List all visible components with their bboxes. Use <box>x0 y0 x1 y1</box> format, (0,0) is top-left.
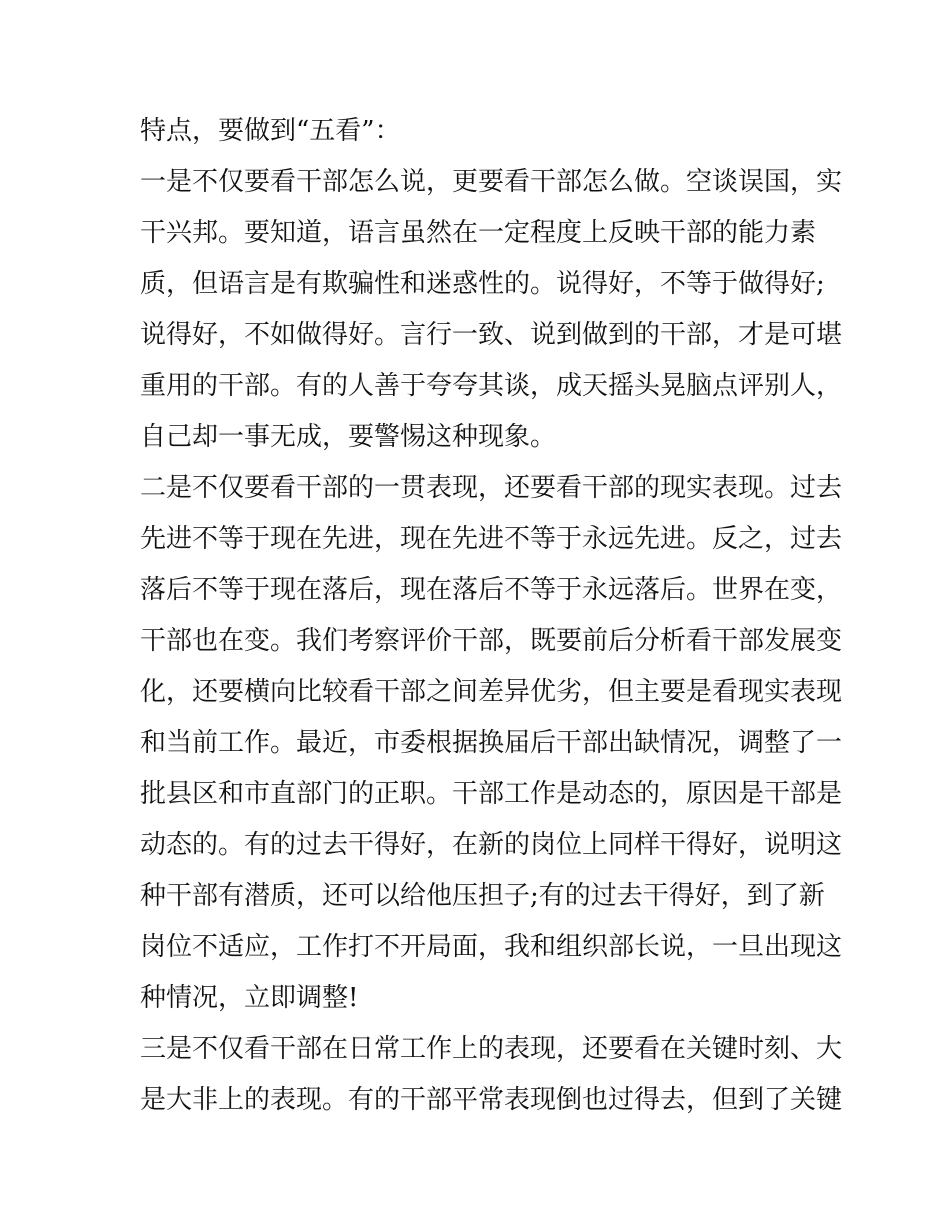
text-line: 质，但语言是有欺骗性和迷惑性的。说得好，不等于做得好; <box>140 269 825 299</box>
text-line: 自己却一事无成，要警惕这种现象。 <box>140 422 557 452</box>
text-line: 种情况，立即调整! <box>140 983 359 1013</box>
text-line: 落后不等于现在落后，现在落后不等于永远落后。世界在变， <box>140 575 843 605</box>
text-line: 二是不仅要看干部的一贯表现，还要看干部的现实表现。过去 <box>140 473 843 503</box>
text-line: 干兴邦。要知道，语言虽然在一定程度上反映干部的能力素 <box>140 218 817 248</box>
text-line: 和当前工作。最近，市委根据换届后干部出缺情况，调整了一 <box>140 728 843 758</box>
text-line: 岗位不适应，工作打不开局面，我和组织部长说，一旦出现这 <box>140 932 843 962</box>
text-line: 种干部有潜质，还可以给他压担子;有的过去干得好，到了新 <box>140 881 825 911</box>
text-line: 是大非上的表现。有的干部平常表现倒也过得去，但到了关键 <box>140 1085 843 1115</box>
text-line: 说得好，不如做得好。言行一致、说到做到的干部，才是可堪 <box>140 320 843 350</box>
body-text <box>140 106 843 1126</box>
text-line: 特点，要做到“五看”： <box>140 116 401 146</box>
text-line: 批县区和市直部门的正职。干部工作是动态的，原因是干部是 <box>140 779 843 809</box>
text-line: 重用的干部。有的人善于夸夸其谈，成天摇头晃脑点评别人， <box>140 371 843 401</box>
text-line: 先进不等于现在先进，现在先进不等于永远先进。反之，过去 <box>140 524 843 554</box>
text-line: 干部也在变。我们考察评价干部，既要前后分析看干部发展变 <box>140 626 843 656</box>
text-line: 化，还要横向比较看干部之间差异优劣，但主要是看现实表现 <box>140 677 843 707</box>
text-line: 三是不仅看干部在日常工作上的表现，还要看在关键时刻、大 <box>140 1034 843 1064</box>
text-line: 一是不仅要看干部怎么说，更要看干部怎么做。空谈误国，实 <box>140 167 843 197</box>
text-line: 动态的。有的过去干得好，在新的岗位上同样干得好，说明这 <box>140 830 843 860</box>
